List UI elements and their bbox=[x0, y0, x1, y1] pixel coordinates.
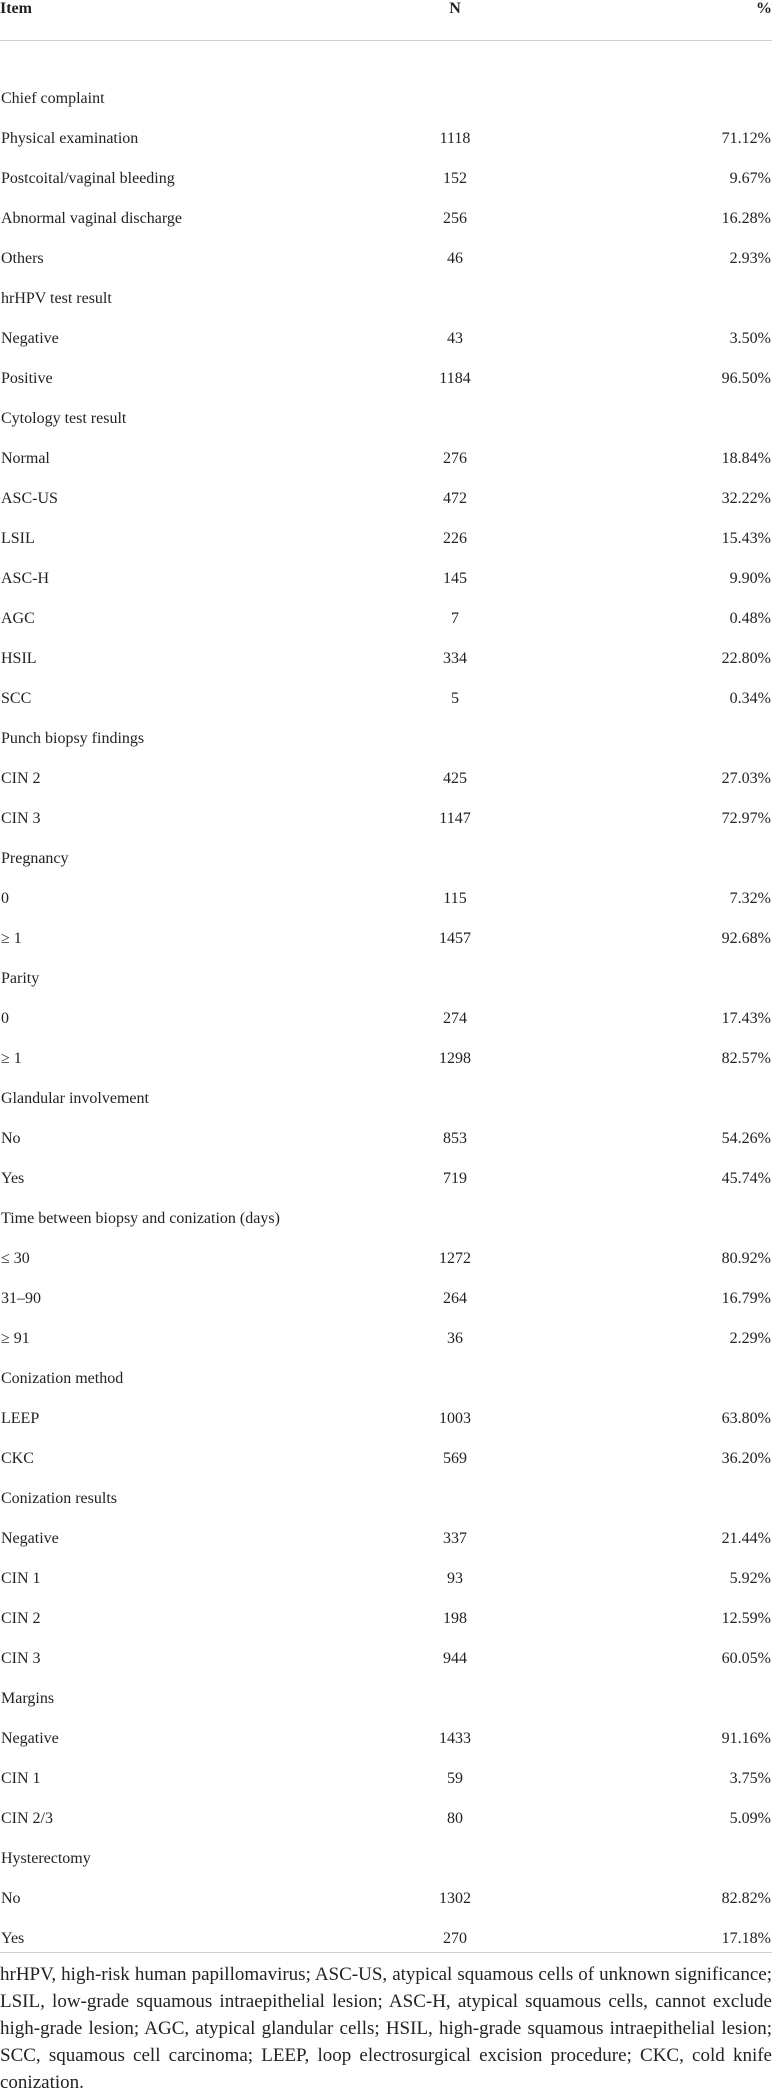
row-count bbox=[340, 1359, 570, 1399]
table-row bbox=[0, 1799, 772, 1839]
row-label: SCC bbox=[1, 690, 32, 707]
row-percent: 16.79% bbox=[721, 1290, 771, 1307]
row-percent: 5.09% bbox=[729, 1810, 771, 1827]
row-label: Yes bbox=[1, 1930, 25, 1947]
row-percent: 9.67% bbox=[729, 170, 771, 187]
row-percent: 2.29% bbox=[729, 1330, 771, 1347]
row-percent: 5.92% bbox=[729, 1570, 771, 1587]
table-row bbox=[0, 1719, 772, 1759]
table-row bbox=[0, 599, 772, 639]
row-label: 0 bbox=[1, 890, 9, 907]
row-count: 944 bbox=[443, 1650, 467, 1667]
row-percent: 82.82% bbox=[721, 1890, 771, 1907]
row-percent: 0.48% bbox=[729, 610, 771, 627]
row-label: CIN 1 bbox=[1, 1570, 41, 1587]
row-label: HSIL bbox=[1, 650, 37, 667]
row-count: 1272 bbox=[439, 1250, 471, 1267]
section-heading-row bbox=[0, 399, 772, 439]
section-label: Glandular involvement bbox=[1, 1090, 149, 1107]
row-percent bbox=[570, 959, 772, 999]
table-row bbox=[0, 1239, 772, 1279]
table-row bbox=[0, 639, 772, 679]
row-count: 569 bbox=[443, 1450, 467, 1467]
row-count: 5 bbox=[451, 690, 459, 707]
row-count: 36 bbox=[447, 1330, 463, 1347]
column-header-percent: % bbox=[570, 0, 772, 41]
table-row bbox=[0, 359, 772, 399]
section-heading-row bbox=[0, 1479, 772, 1519]
row-percent: 18.84% bbox=[721, 450, 771, 467]
row-count: 1457 bbox=[439, 930, 471, 947]
row-count bbox=[340, 719, 570, 759]
section-heading-row bbox=[0, 839, 772, 879]
row-percent: 22.80% bbox=[721, 650, 771, 667]
row-percent: 82.57% bbox=[721, 1050, 771, 1067]
row-percent: 17.18% bbox=[721, 1930, 771, 1947]
row-count: 1003 bbox=[439, 1410, 471, 1427]
row-label: Normal bbox=[1, 450, 50, 467]
row-label: ASC-H bbox=[1, 570, 50, 587]
row-count: 93 bbox=[447, 1570, 463, 1587]
row-count: 1298 bbox=[439, 1050, 471, 1067]
row-count bbox=[340, 279, 570, 319]
row-label: Abnormal vaginal discharge bbox=[1, 210, 182, 227]
row-label: Negative bbox=[1, 330, 59, 347]
row-label: CIN 3 bbox=[1, 1650, 41, 1667]
row-count: 1302 bbox=[439, 1890, 471, 1907]
table-row bbox=[0, 119, 772, 159]
row-percent: 3.75% bbox=[729, 1770, 771, 1787]
table-row bbox=[0, 1759, 772, 1799]
row-count: 337 bbox=[443, 1530, 467, 1547]
row-percent: 2.93% bbox=[729, 250, 771, 267]
row-count: 145 bbox=[443, 570, 467, 587]
row-percent: 54.26% bbox=[721, 1130, 771, 1147]
row-label: ASC-US bbox=[1, 490, 58, 507]
section-label: Parity bbox=[1, 970, 40, 987]
row-count bbox=[340, 959, 570, 999]
table-row bbox=[0, 1639, 772, 1679]
row-count: 7 bbox=[451, 610, 459, 627]
row-percent bbox=[570, 79, 772, 119]
row-percent bbox=[570, 839, 772, 879]
section-label: Hysterectomy bbox=[1, 1850, 91, 1867]
table-row bbox=[0, 199, 772, 239]
table-row bbox=[0, 1519, 772, 1559]
row-count: 1184 bbox=[439, 370, 471, 387]
row-percent bbox=[570, 1839, 772, 1879]
section-label: Cytology test result bbox=[1, 410, 127, 427]
section-heading-row bbox=[0, 719, 772, 759]
column-header-item: Item bbox=[0, 0, 340, 41]
row-count: 226 bbox=[443, 530, 467, 547]
row-count: 274 bbox=[443, 1010, 467, 1027]
row-label: Positive bbox=[1, 370, 53, 387]
row-percent: 21.44% bbox=[721, 1530, 771, 1547]
table-row bbox=[0, 999, 772, 1039]
table-row bbox=[0, 679, 772, 719]
table-row bbox=[0, 1279, 772, 1319]
row-label: CIN 1 bbox=[1, 1770, 41, 1787]
row-count: 276 bbox=[443, 450, 467, 467]
table-row bbox=[0, 1319, 772, 1359]
section-heading-row bbox=[0, 1839, 772, 1879]
row-percent: 0.34% bbox=[729, 690, 771, 707]
row-count: 264 bbox=[443, 1290, 467, 1307]
row-percent: 60.05% bbox=[721, 1650, 771, 1667]
table-row bbox=[0, 879, 772, 919]
row-percent bbox=[570, 1359, 772, 1399]
row-count: 853 bbox=[443, 1130, 467, 1147]
row-count bbox=[340, 1679, 570, 1719]
table-row bbox=[0, 1119, 772, 1159]
row-label: LEEP bbox=[1, 1410, 40, 1427]
table-row bbox=[0, 239, 772, 279]
row-percent: 7.32% bbox=[729, 890, 771, 907]
row-count: 472 bbox=[443, 490, 467, 507]
table-row bbox=[0, 1919, 772, 1959]
row-percent: 71.12% bbox=[721, 130, 771, 147]
section-heading-row bbox=[0, 1199, 772, 1239]
section-heading-row bbox=[0, 959, 772, 999]
column-header-n: N bbox=[340, 0, 570, 41]
row-count bbox=[340, 1479, 570, 1519]
row-label: CIN 2/3 bbox=[1, 1810, 53, 1827]
section-heading-row bbox=[0, 1359, 772, 1399]
row-count: 1433 bbox=[439, 1730, 471, 1747]
row-percent: 91.16% bbox=[721, 1730, 771, 1747]
section-label: Conization method bbox=[1, 1370, 124, 1387]
row-count: 1147 bbox=[439, 810, 471, 827]
row-label: Postcoital/vaginal bleeding bbox=[1, 170, 175, 187]
row-count: 719 bbox=[443, 1170, 467, 1187]
row-percent bbox=[570, 1199, 772, 1239]
table-row bbox=[0, 1439, 772, 1479]
row-label: AGC bbox=[1, 610, 35, 627]
row-label: Negative bbox=[1, 1730, 59, 1747]
row-percent: 32.22% bbox=[721, 490, 771, 507]
row-count: 46 bbox=[447, 250, 463, 267]
row-percent: 3.50% bbox=[729, 330, 771, 347]
table-row bbox=[0, 1559, 772, 1599]
section-heading-row bbox=[0, 1079, 772, 1119]
section-label: hrHPV test result bbox=[1, 290, 112, 307]
table-row bbox=[0, 1879, 772, 1919]
row-label: ≥ 91 bbox=[1, 1330, 30, 1347]
table-row bbox=[0, 519, 772, 559]
row-percent bbox=[570, 399, 772, 439]
row-count: 425 bbox=[443, 770, 467, 787]
header-spacer bbox=[0, 41, 772, 80]
row-label: ≤ 30 bbox=[1, 1250, 30, 1267]
row-percent bbox=[570, 719, 772, 759]
row-count: 198 bbox=[443, 1610, 467, 1627]
row-count: 256 bbox=[443, 210, 467, 227]
table-bottom-rule bbox=[0, 1952, 772, 1953]
table-body bbox=[0, 41, 772, 1960]
table-row bbox=[0, 1599, 772, 1639]
row-count bbox=[340, 79, 570, 119]
table-row bbox=[0, 799, 772, 839]
row-count: 334 bbox=[443, 650, 467, 667]
row-count: 270 bbox=[443, 1930, 467, 1947]
row-count: 59 bbox=[447, 1770, 463, 1787]
section-label: Conization results bbox=[1, 1490, 117, 1507]
row-label: LSIL bbox=[1, 530, 35, 547]
row-percent: 15.43% bbox=[721, 530, 771, 547]
row-percent: 72.97% bbox=[721, 810, 771, 827]
table-header bbox=[0, 0, 772, 41]
row-count bbox=[340, 399, 570, 439]
row-percent: 17.43% bbox=[721, 1010, 771, 1027]
section-heading-row bbox=[0, 1679, 772, 1719]
row-label: CKC bbox=[1, 1450, 34, 1467]
section-label: Margins bbox=[1, 1690, 55, 1707]
table-row bbox=[0, 1039, 772, 1079]
row-count: 115 bbox=[443, 890, 467, 907]
section-heading-row bbox=[0, 79, 772, 119]
row-percent: 92.68% bbox=[721, 930, 771, 947]
section-label: Time between biopsy and conization (days) bbox=[1, 1210, 280, 1227]
row-label: Negative bbox=[1, 1530, 59, 1547]
row-label: ≥ 1 bbox=[1, 1050, 22, 1067]
header-row bbox=[0, 0, 772, 41]
row-label: 31–90 bbox=[1, 1290, 41, 1307]
row-percent bbox=[570, 279, 772, 319]
row-count bbox=[340, 1839, 570, 1879]
row-label: No bbox=[1, 1890, 21, 1907]
row-label: No bbox=[1, 1130, 21, 1147]
table-row bbox=[0, 759, 772, 799]
table-footnote: hrHPV, high-risk human papillomavirus; ASC-US, atypical squamous cells of unknown significance; LSIL, low-grade squamous intraepithelial lesion; ASC-H, atypical squamous cells, cannot exclude high-grade lesion; AGC, atypical glandular cells; HSIL, high-grade squamous intraepithelial lesion; SCC, squamous cell carcinoma; LEEP, loop electrosurgical excision procedure; CKC, cold knife conization. bbox=[0, 1964, 772, 2093]
row-label: ≥ 1 bbox=[1, 930, 22, 947]
section-heading-row bbox=[0, 279, 772, 319]
row-count: 43 bbox=[447, 330, 463, 347]
row-label: CIN 2 bbox=[1, 770, 41, 787]
row-percent: 16.28% bbox=[721, 210, 771, 227]
row-count bbox=[340, 1199, 570, 1239]
row-percent bbox=[570, 1079, 772, 1119]
row-percent: 12.59% bbox=[721, 1610, 771, 1627]
table-row bbox=[0, 1159, 772, 1199]
row-count: 1118 bbox=[439, 130, 471, 147]
row-label: Others bbox=[1, 250, 44, 267]
table-row bbox=[0, 439, 772, 479]
row-percent bbox=[570, 1679, 772, 1719]
row-label: Yes bbox=[1, 1170, 25, 1187]
row-percent: 96.50% bbox=[721, 370, 771, 387]
table-row bbox=[0, 159, 772, 199]
row-count bbox=[340, 1079, 570, 1119]
row-percent: 45.74% bbox=[721, 1170, 771, 1187]
row-percent: 80.92% bbox=[721, 1250, 771, 1267]
row-percent: 63.80% bbox=[721, 1410, 771, 1427]
row-percent: 36.20% bbox=[721, 1450, 771, 1467]
section-label: Punch biopsy findings bbox=[1, 730, 145, 747]
table-row bbox=[0, 479, 772, 519]
row-percent: 27.03% bbox=[721, 770, 771, 787]
row-count: 80 bbox=[447, 1810, 463, 1827]
row-label: Physical examination bbox=[1, 130, 139, 147]
section-label: Pregnancy bbox=[1, 850, 69, 867]
row-count: 152 bbox=[443, 170, 467, 187]
table-row bbox=[0, 919, 772, 959]
row-count bbox=[340, 839, 570, 879]
table-row bbox=[0, 319, 772, 359]
row-label: 0 bbox=[1, 1010, 9, 1027]
row-percent: 9.90% bbox=[729, 570, 771, 587]
row-label: CIN 2 bbox=[1, 1610, 41, 1627]
table-row bbox=[0, 559, 772, 599]
section-label: Chief complaint bbox=[1, 90, 105, 107]
row-percent bbox=[570, 1479, 772, 1519]
row-label: CIN 3 bbox=[1, 810, 41, 827]
table-row bbox=[0, 1399, 772, 1439]
